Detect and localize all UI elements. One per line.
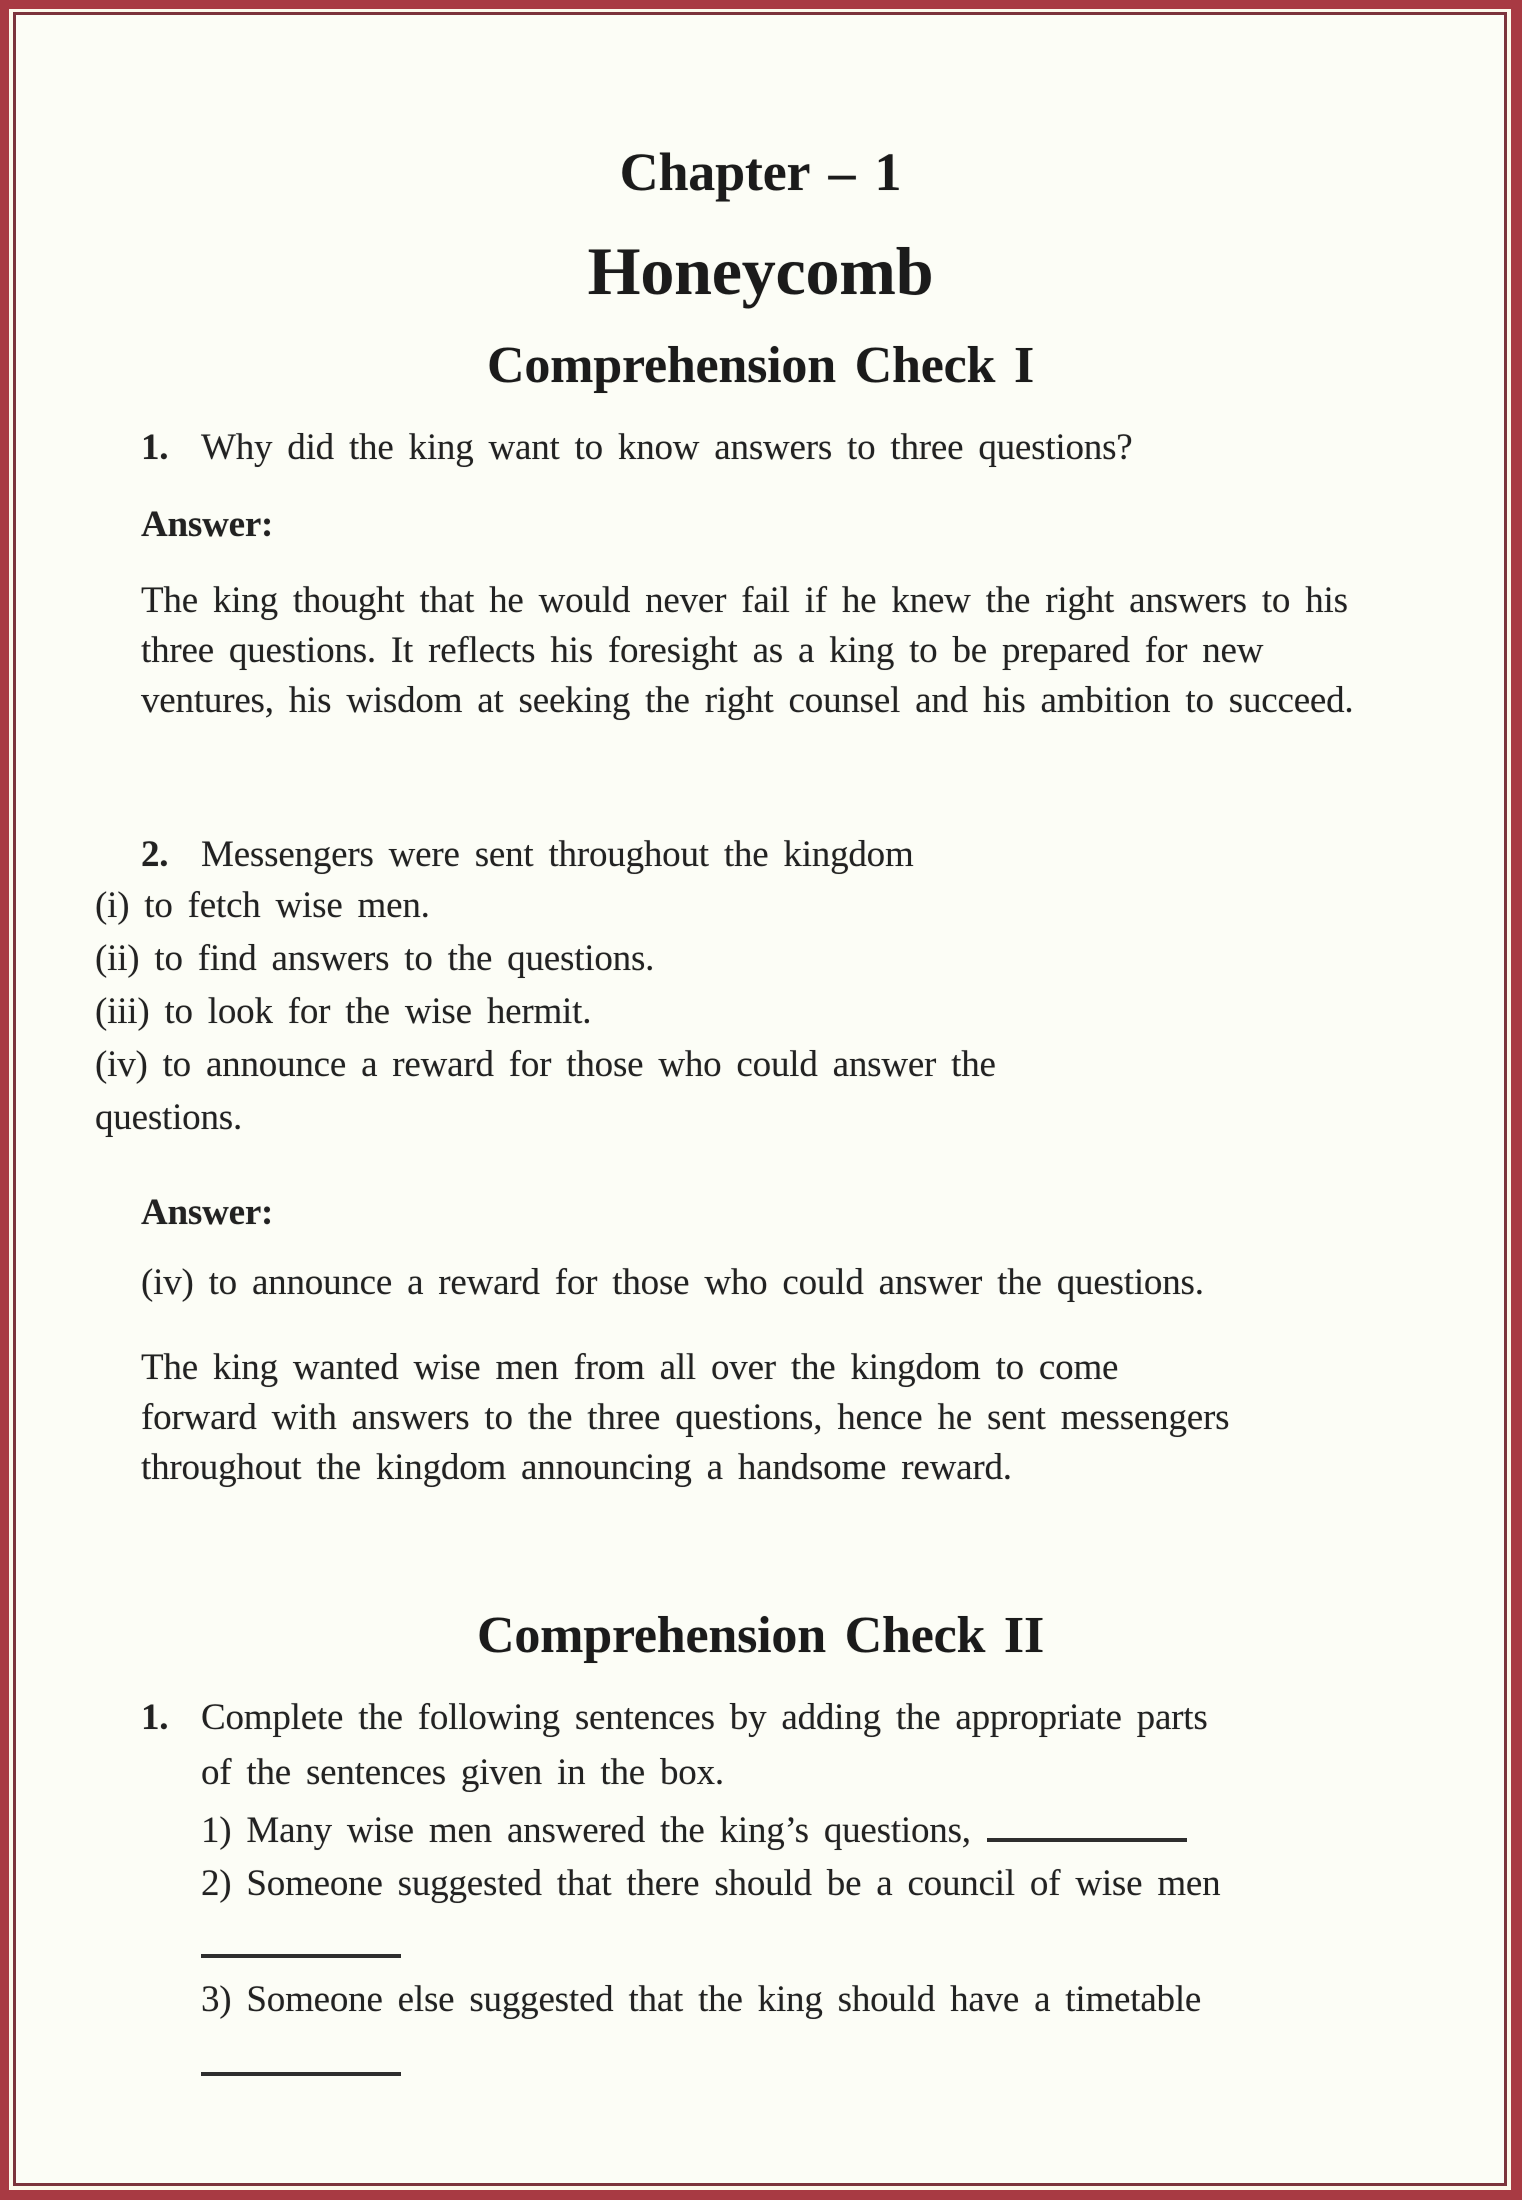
answer-blank-row	[201, 1916, 1466, 1973]
section-2-question-1-line-1	[141, 1690, 1466, 1745]
option-iii: (iii) to look for the wise hermit.	[95, 991, 592, 1032]
page-border-inner	[13, 12, 1507, 2186]
fill-in-item-1	[201, 1800, 1466, 1857]
section-2-question-1-number: 1.	[141, 1697, 169, 1738]
page-border-gap	[9, 9, 1511, 2190]
answer-2-line: forward with answers to the three questions, hence he sent messengers	[141, 1397, 1230, 1438]
section-2-question-1-line-2: of the sentences given in the box.	[201, 1752, 724, 1793]
question-1	[141, 425, 1466, 471]
option-iv: (iv) to announce a reward for those who could answer the	[95, 1044, 996, 1085]
answer-blank-row	[201, 2034, 1466, 2091]
answer-label-1: Answer:	[141, 504, 274, 545]
answer-label-2: Answer:	[141, 1192, 274, 1233]
section-2-question-1	[141, 1690, 1466, 2091]
fill-in-items	[201, 1800, 1466, 2091]
question-1-text: Why did the king want to know answers to three questions?	[201, 427, 1133, 468]
answer-2-choice: (iv) to announce a reward for those who could answer the questions.	[141, 1262, 1204, 1303]
book-title: Honeycomb	[587, 233, 934, 309]
question-2-options	[95, 879, 1466, 1144]
section-2-question-1-text: Complete the following sentences by adding the appropriate parts	[201, 1697, 1208, 1738]
answer-2-line: throughout the kingdom announcing a handsome reward.	[141, 1447, 1012, 1488]
answer-1-paragraph	[141, 576, 1466, 726]
fill-in-item-3: 3) Someone else suggested that the king should have a timetable	[201, 1979, 1202, 2020]
section-heading-comprehension-check-1: Comprehension Check I	[487, 337, 1034, 394]
question-2-text: Messengers were sent throughout the kingdom	[201, 834, 914, 875]
answer-blank	[201, 2034, 401, 2076]
answer-2-paragraph	[141, 1343, 1466, 1493]
answer-1-line: three questions. It reflects his foresight as a king to be prepared for new	[141, 630, 1264, 671]
answer-blank	[201, 1916, 401, 1958]
page-content	[35, 30, 1486, 2165]
option-ii: (ii) to find answers to the questions.	[95, 938, 655, 979]
fill-in-item-1-text: 1) Many wise men answered the king’s questions,	[201, 1810, 971, 1851]
question-1-number: 1.	[141, 427, 169, 468]
section-heading-comprehension-check-2: Comprehension Check II	[477, 1607, 1044, 1664]
option-iv-continuation: questions.	[95, 1097, 243, 1138]
answer-2-line: The king wanted wise men from all over the kingdom to come	[141, 1347, 1119, 1388]
question-2-number: 2.	[141, 834, 169, 875]
answer-1-line: The king thought that he would never fail if he knew the right answers to his	[141, 580, 1348, 621]
question-2	[141, 832, 1466, 878]
fill-in-item-2: 2) Someone suggested that there should be a council of wise men	[201, 1863, 1221, 1904]
answer-blank	[987, 1800, 1187, 1842]
option-i: (i) to fetch wise men.	[95, 885, 430, 926]
chapter-title: Chapter – 1	[619, 142, 902, 202]
answer-1-line: ventures, his wisdom at seeking the right counsel and his ambition to succeed.	[141, 680, 1354, 721]
